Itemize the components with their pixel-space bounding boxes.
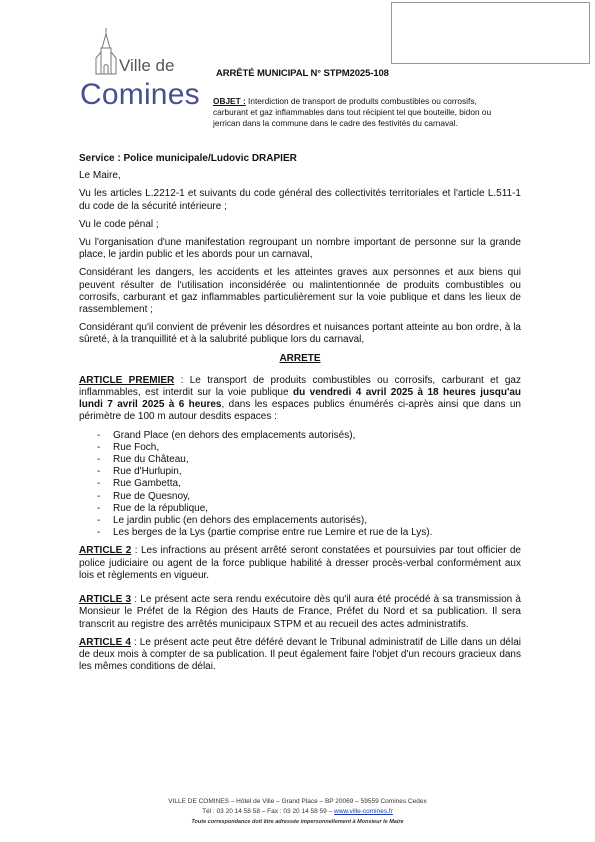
footer-contact xyxy=(0,807,595,817)
footer-address: VILLE DE COMINES – Hôtel de Ville – Grand Place – BP 20069 – 59559 Comines Cedex xyxy=(168,798,427,805)
page-footer xyxy=(0,797,595,827)
article-4-label: ARTICLE 4 xyxy=(79,636,131,648)
article-3 xyxy=(79,594,521,631)
article-1-text-b: , dans les espaces publics énumérés ci-après ainsi que dans un périmètre de 100 m autour desdits espaces : xyxy=(79,399,521,423)
article-2-label: ARTICLE 2 xyxy=(79,545,132,557)
list-item: - Le jardin public (en dehors des emplacements autorisés), xyxy=(97,515,521,527)
church-icon xyxy=(95,28,117,76)
article-3-text: : Le présent acte sera rendu exécutoire dès qu'il aura été procédé à sa transmission à Monsieur le Préfet de la Région des Hauts de France, Préfet du Nord et sa publication. Il sera transcrit au registre des arrêtés municipaux STPM et au recueil des actes administratifs. xyxy=(79,594,521,630)
subject-text: Interdiction de transport de produits combustibles ou corrosifs, carburant et gaz inflammables dans tout récipient tel que bouteille, bidon ou jerrican dans la commune dans le cadre des festivités du carnaval. xyxy=(213,96,492,128)
consideration-2: Considérant qu'il convient de prévenir les désordres et nuisances portant atteinte au bon ordre, à la sûreté, à la tranquillité et à la salubrité publique lors du carnaval, xyxy=(79,322,521,346)
subject-label: OBJET : xyxy=(213,96,246,106)
article-1-dates: du vendredi 4 avril 2025 à 18 heures jusqu'au lundi 7 avril 2025 à 6 heures xyxy=(79,387,521,411)
list-item: - Rue de Quesnoy, xyxy=(97,491,521,503)
list-item: - Rue de la république, xyxy=(97,503,521,515)
list-item: - Rue d'Hurlupin, xyxy=(97,466,521,478)
article-2-text: : Les infractions au présent arrêté seront constatées et poursuivies par tout officier de police judiciaire ou agent de la force publique habilité à dresser procès-verbal conformément aux lois et règlements en vigueur. xyxy=(79,545,521,581)
list-item: - Rue Gambetta, xyxy=(97,478,521,490)
list-item: - Rue du Château, xyxy=(97,454,521,466)
logo-ville-text: Ville de xyxy=(119,56,175,75)
article-1 xyxy=(79,375,521,424)
mayor-line: Le Maire, xyxy=(79,170,121,182)
article-1-text-a: : Le transport de produits combustibles ou corrosifs, carburant et gaz inflammables, est interdit sur la voie publique xyxy=(79,374,521,399)
legal-basis-3: Vu l'organisation d'une manifestation regroupant un nombre important de personne sur la grande place, le jardin public et les abords pour un carnaval, xyxy=(79,237,521,261)
list-item: - Rue Foch, xyxy=(97,442,521,454)
article-2 xyxy=(79,545,521,582)
city-logo xyxy=(78,28,200,112)
footer-note: Toute correspondance doit être adressée impersonnellement à Monsieur le Maire xyxy=(191,819,404,825)
consideration-1: Considérant les dangers, les accidents et les atteintes graves aux personnes et aux biens qui peuvent résulter de l'utilisation inconsidérée ou malintentionnée de produits combustibles ou corrosifs, carburant et gaz inflammables particulièrement sur la voie publique et dans les lieux de rassemblement ; xyxy=(79,267,521,316)
logo-comines-text: Comines xyxy=(80,78,200,111)
service-line: Service : Police municipale/Ludovic DRAPIER xyxy=(79,153,297,164)
arrete-heading: ARRETE xyxy=(279,352,321,364)
article-4-text: : Le présent acte peut être déféré devant le Tribunal administratif de Lille dans un délai de deux mois à compter de sa publication. Il peut également faire l'objet d'un recours gracieux dans les mêmes conditions de délai. xyxy=(79,636,521,673)
legal-basis-1: Vu les articles L.2212-1 et suivants du code général des collectivités territoriales et l'article L.511-1 du code de la sécurité intérieure ; xyxy=(79,188,521,212)
decree-subject xyxy=(213,96,513,129)
list-item: - Grand Place (en dehors des emplacements autorisés), xyxy=(97,430,521,442)
legal-basis-2: Vu le code pénal ; xyxy=(79,218,159,230)
footer-phone-fax: Tél : 03 20 14 58 58 – Fax : 03 20 14 58 59 – xyxy=(202,808,335,815)
list-item: - Les berges de la Lys (partie comprise entre rue Lemire et rue de la Lys). xyxy=(97,527,521,539)
places-list xyxy=(97,430,521,540)
article-4 xyxy=(79,637,521,674)
website-link[interactable]: www.ville-comines.fr xyxy=(334,808,393,815)
decree-title: ARRÊTÉ MUNICIPAL N° STPM2025-108 xyxy=(216,68,389,79)
article-3-label: ARTICLE 3 xyxy=(79,594,132,606)
registration-stamp-box xyxy=(391,2,590,64)
article-1-label: ARTICLE PREMIER xyxy=(79,374,175,386)
decree-body xyxy=(79,153,521,679)
